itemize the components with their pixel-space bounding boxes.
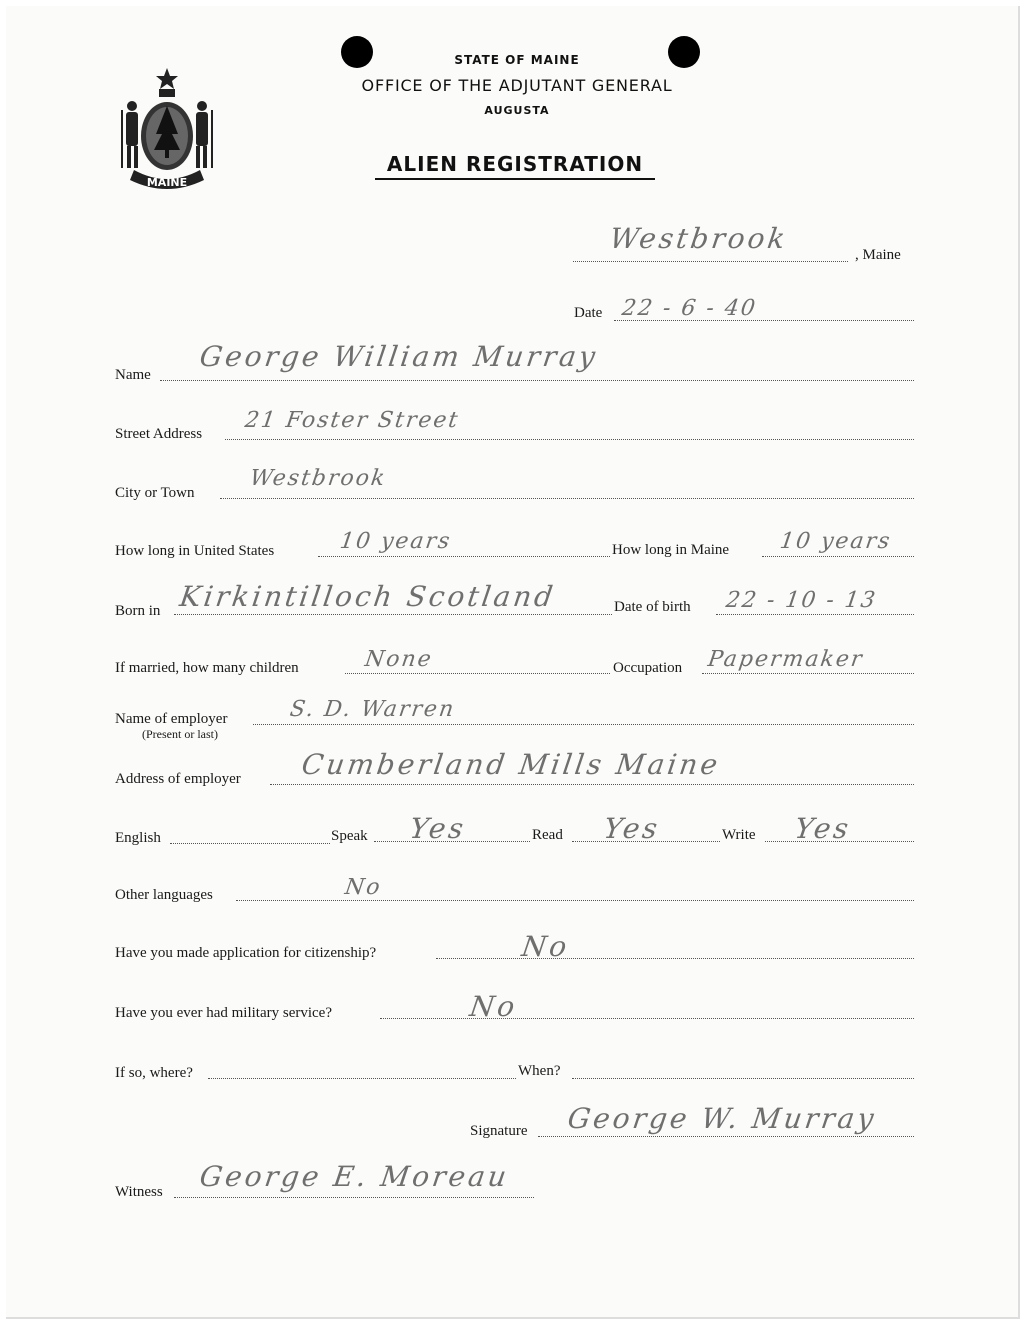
how-long-us-value[interactable]: 10 years (338, 529, 454, 554)
how-long-us-line (318, 556, 610, 557)
read-label: Read (532, 827, 563, 843)
witness-line (174, 1197, 534, 1198)
city-line (220, 498, 914, 499)
how-long-us-label: How long in United States (115, 543, 275, 559)
how-long-maine-value[interactable]: 10 years (778, 529, 894, 554)
witness-value[interactable]: George E. Moreau (197, 1160, 512, 1193)
other-languages-label: Other languages (115, 887, 213, 903)
street-label: Street Address (115, 426, 203, 442)
children-value[interactable]: None (363, 647, 435, 672)
how-long-maine-line (762, 556, 914, 557)
place-value[interactable]: Westbrook (607, 222, 791, 255)
employer-address-line (270, 784, 914, 785)
employer-address-value[interactable]: Cumberland Mills Maine (299, 748, 723, 781)
other-languages-line (236, 900, 914, 901)
header-city: AUGUSTA (484, 104, 550, 117)
military-line (380, 1018, 914, 1019)
children-label: If married, how many children (115, 660, 299, 676)
place-line (573, 261, 848, 262)
name-label: Name (115, 367, 151, 383)
born-value[interactable]: Kirkintilloch Scotland (177, 580, 558, 613)
how-long-maine-label: How long in Maine (612, 542, 730, 558)
english-line (170, 843, 330, 844)
speak-value[interactable]: Yes (407, 812, 469, 845)
signature-value[interactable]: George W. Murray (565, 1102, 879, 1135)
other-languages-value[interactable]: No (343, 875, 384, 900)
employer-sublabel: (Present or last) (142, 727, 218, 741)
signature-label: Signature (470, 1123, 528, 1139)
where-line[interactable] (208, 1078, 516, 1079)
street-value[interactable]: 21 Foster Street (243, 408, 462, 433)
date-value[interactable]: 22 - 6 - 40 (620, 296, 759, 321)
city-label: City or Town (115, 485, 195, 501)
where-label: If so, where? (115, 1065, 193, 1081)
english-label: English (115, 830, 161, 846)
name-line (160, 380, 914, 381)
employer-address-label: Address of employer (115, 771, 241, 787)
citizenship-label: Have you made application for citizenship? (115, 945, 377, 961)
citizenship-line (436, 958, 914, 959)
name-value[interactable]: George William Murray (197, 340, 601, 373)
citizenship-value[interactable]: No (519, 930, 572, 963)
witness-label: Witness (115, 1184, 163, 1200)
dob-label: Date of birth (614, 599, 691, 615)
place-suffix: , Maine (855, 247, 901, 263)
military-value[interactable]: No (467, 990, 520, 1023)
military-label: Have you ever had military service? (115, 1005, 332, 1021)
signature-line (538, 1136, 914, 1137)
form-title: ALIEN REGISTRATION (375, 152, 655, 180)
city-value[interactable]: Westbrook (248, 466, 389, 491)
employer-line (253, 724, 914, 725)
when-label: When? (518, 1063, 561, 1079)
when-line[interactable] (572, 1078, 914, 1079)
speak-label: Speak (331, 828, 368, 844)
street-line (225, 439, 914, 440)
dob-value[interactable]: 22 - 10 - 13 (724, 588, 879, 613)
svg-text:MAINE: MAINE (146, 176, 188, 189)
born-line (174, 614, 612, 615)
date-label: Date (574, 305, 603, 321)
dob-line (716, 614, 914, 615)
header-office: OFFICE OF THE ADJUTANT GENERAL (361, 76, 673, 95)
read-value[interactable]: Yes (601, 812, 663, 845)
write-label: Write (722, 827, 756, 843)
write-value[interactable]: Yes (792, 812, 854, 845)
occupation-value[interactable]: Papermaker (706, 647, 866, 672)
born-label: Born in (115, 603, 161, 619)
occupation-line (702, 673, 914, 674)
occupation-label: Occupation (613, 660, 683, 676)
header-state: STATE OF MAINE (454, 53, 580, 67)
employer-value[interactable]: S. D. Warren (288, 697, 457, 722)
employer-label: Name of employer (115, 711, 228, 727)
children-line (345, 673, 610, 674)
